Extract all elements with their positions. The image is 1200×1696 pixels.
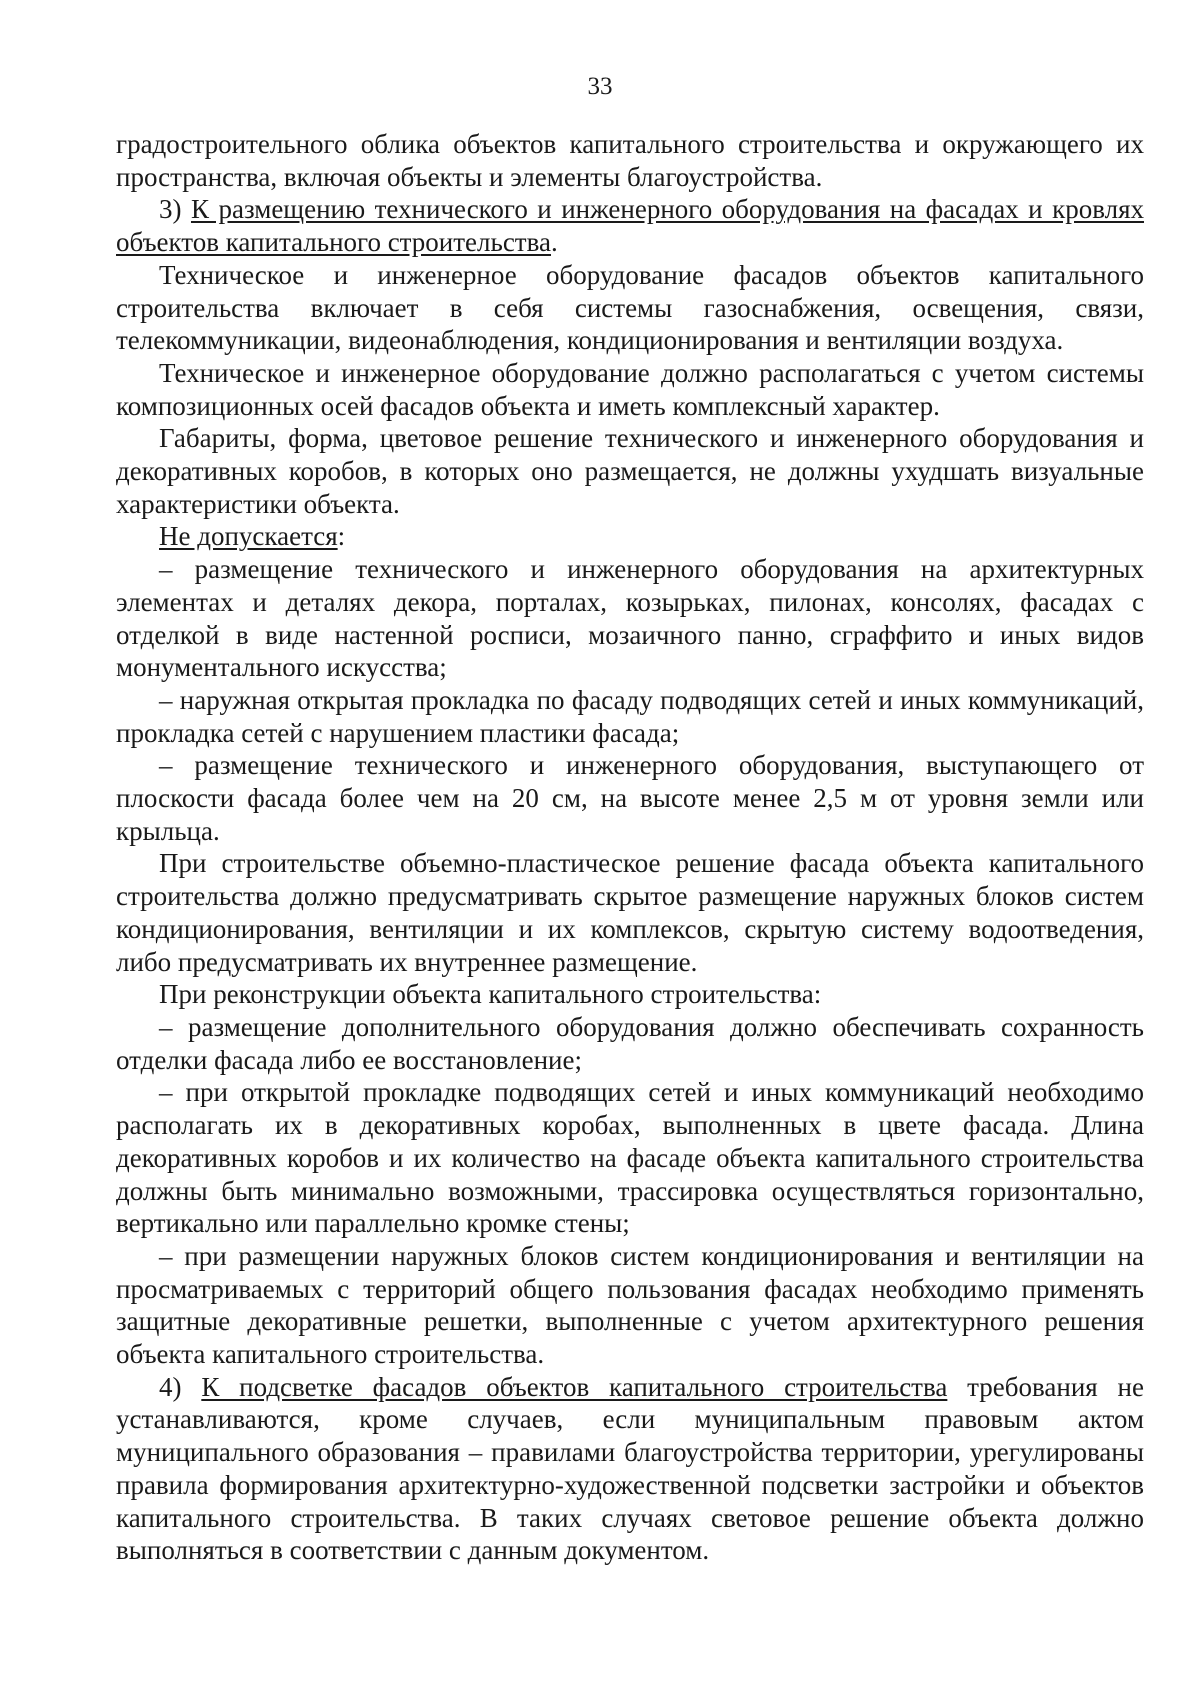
list-item: – размещение технического и инженерного оборудования на архитектурных элементах и деталях декора, порталах, козырьках, пилонах, консолях, фасадах с отделкой в виде настенной росписи, мозаичного панно, сграффито и иных видов монументального искусства; — [116, 554, 1144, 683]
section-title-period: . — [550, 227, 558, 258]
document-body — [116, 128, 1144, 1567]
paragraph: Техническое и инженерное оборудование должно располагаться с учетом системы композиционных осей фасадов объекта и иметь комплексный характер. — [116, 357, 1144, 421]
not-allowed-heading — [116, 520, 1144, 553]
list-item: – наружная открытая прокладка по фасаду подводящих сетей и иных коммуникаций, прокладка сетей с нарушением пластики фасада; — [116, 684, 1144, 748]
list-item: – размещение технического и инженерного оборудования, выступающего от плоскости фасада более чем на 20 см, на высоте менее 2,5 м от уровня земли или крыльца. — [116, 750, 1144, 846]
list-item: – при размещении наружных блоков систем кондиционирования и вентиляции на просматриваемых с территорий общего пользования фасадах необходимо применять защитные декоративные решетки, выполненные с учетом архитектурного решения объекта капитального строительства. — [116, 1240, 1144, 1370]
section-number: 3) — [159, 194, 191, 225]
paragraph: Техническое и инженерное оборудование фасадов объектов капитального строительства включает в себя системы газоснабжения, освещения, связи, телекоммуникации, видеонаблюдения, кондиционирования и вентиляции воздуха. — [116, 259, 1144, 356]
paragraph-continuation: градостроительного облика объектов капитального строительства и окружающего их пространства, включая объекты и элементы благоустройства. — [116, 129, 1144, 192]
not-allowed-colon: : — [337, 521, 346, 552]
paragraph: При реконструкции объекта капитального строительства: — [159, 979, 822, 1010]
section-heading-3 — [116, 193, 1144, 258]
section-title-underlined: К размещению технического и инженерного оборудования на фасадах и кровлях объектов капитального строительства — [116, 194, 1144, 258]
section-number: 4) — [159, 1371, 202, 1402]
section-body: требования не устанавливаются, кроме случаев, если муниципальным правовым актом муниципального образования – правилами благоустройства территории, урегулированы правила формирования архитектурно-художественной подсветки застройки и объектов капитального строительства. В таких случаях световое решение объекта должно выполняться в соответствии с данным документом. — [116, 1371, 1144, 1566]
list-item: – при открытой прокладке подводящих сетей и иных коммуникаций необходимо располагать их в декоративных коробах, выполненных в цвете фасада. Длина декоративных коробов и их количество на фасаде объекта капитального строительства должны быть минимально возможными, трассировка осуществляться горизонтально, вертикально или параллельно кромке стены; — [116, 1077, 1144, 1239]
section-title-underlined: К подсветке фасадов объектов капитального строительства — [201, 1371, 948, 1402]
paragraph: При строительстве объемно-пластическое решение фасада объекта капитального строительства должно предусматривать скрытое размещение наружных блоков систем кондиционирования, вентиляции и их комплексов, скрытую систему водоотведения, либо предусматривать их внутреннее размещение. — [116, 848, 1144, 977]
list-item: – размещение дополнительного оборудования должно обеспечивать сохранность отделки фасада либо ее восстановление; — [116, 1011, 1144, 1075]
paragraph: Габариты, форма, цветовое решение технического и инженерного оборудования и декоративных коробов, в которых оно размещается, не должны ухудшать визуальные характеристики объекта. — [116, 423, 1144, 519]
page-number: 33 — [587, 73, 613, 100]
section-heading-4 — [116, 1371, 1144, 1567]
not-allowed-label: Не допускается — [159, 521, 338, 552]
